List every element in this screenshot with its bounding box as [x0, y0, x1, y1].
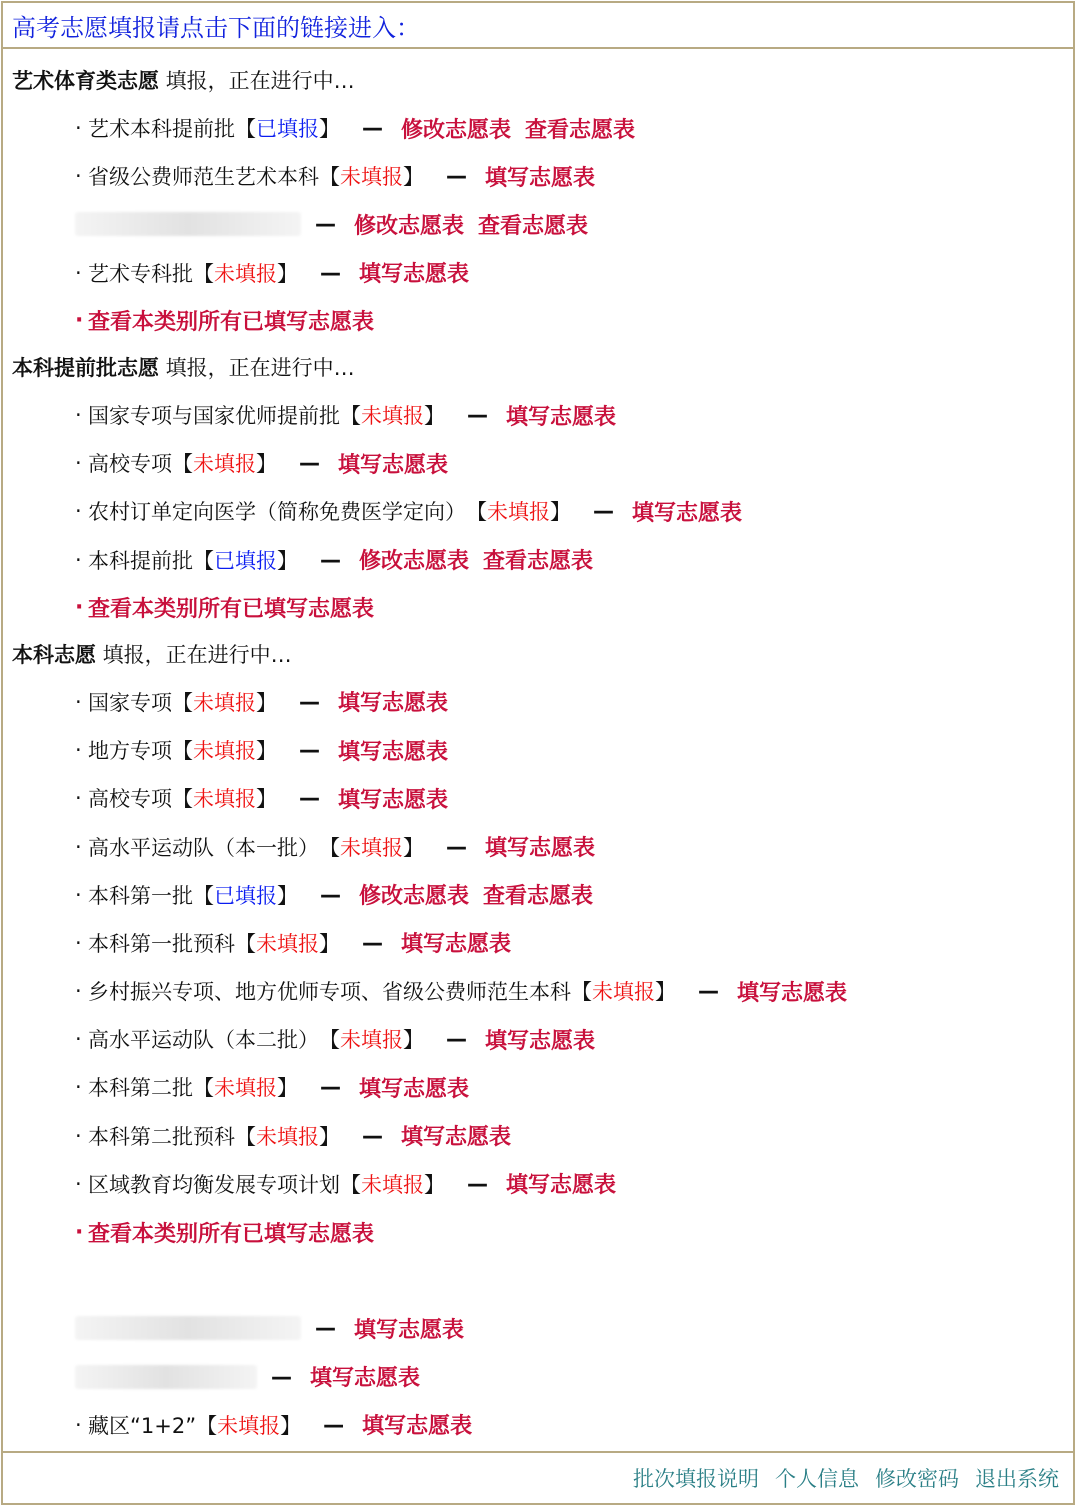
obscured-text [75, 1365, 257, 1389]
batch-instructions-link[interactable]: 批次填报说明 [633, 1467, 759, 1491]
batch-row: · 省级公费师范生艺术本科 【 未填报 】 — 填写志愿表 [3, 152, 1073, 200]
batch-name: 藏区“1+2” [88, 1413, 197, 1438]
fill-form-link[interactable]: 填写志愿表 [485, 165, 596, 191]
view-all-link-row: · 查看本类别所有已填写志愿表 [3, 297, 1073, 345]
fill-form-link[interactable]: 填写志愿表 [485, 836, 596, 862]
batch-name: 乡村振兴专项、地方优师专项、省级公费师范生本科 [88, 980, 571, 1005]
status-badge: 未填报 [256, 931, 319, 956]
fill-form-link[interactable]: 填写志愿表 [485, 1028, 596, 1054]
batch-row: · 本科提前批 【 已填报 】 — 修改志愿表 查看志愿表 [3, 536, 1073, 584]
personal-info-link[interactable]: 个人信息 [775, 1467, 859, 1491]
status-badge: 未填报 [193, 452, 256, 477]
batch-row: · 高校专项 【 未填报 】 — 填写志愿表 [3, 774, 1073, 822]
page-title: 高考志愿填报请点击下面的链接进入： [12, 13, 420, 42]
batch-name: 本科提前批 [88, 548, 193, 573]
batch-row: · 地方专项 【 未填报 】 — 填写志愿表 [3, 726, 1073, 774]
status-badge: 未填报 [340, 1028, 403, 1053]
batch-row-obscured: — 修改志愿表 查看志愿表 [3, 200, 1073, 248]
status-badge: 未填报 [340, 165, 403, 190]
batch-name: 本科第二批预科 [88, 1124, 235, 1149]
view-all-forms-link[interactable]: 查看本类别所有已填写志愿表 [88, 310, 375, 336]
batch-row: · 国家专项 【 未填报 】 — 填写志愿表 [3, 678, 1073, 726]
batch-name: 区域教育均衡发展专项计划 [88, 1172, 340, 1197]
modify-form-link[interactable]: 修改志愿表 [354, 213, 465, 239]
fill-form-link[interactable]: 填写志愿表 [310, 1366, 421, 1392]
batch-row: · 本科第二批预科 【 未填报 】 — 填写志愿表 [3, 1112, 1073, 1160]
batch-name: 农村订单定向医学（简称免费医学定向） [88, 500, 466, 525]
batch-name: 艺术本科提前批 [88, 117, 235, 142]
status-badge: 未填报 [256, 1124, 319, 1149]
batch-row: · 本科第二批 【 未填报 】 — 填写志愿表 [3, 1063, 1073, 1111]
status-badge: 已填报 [256, 117, 319, 142]
main-panel [1, 1, 1075, 1505]
view-form-link[interactable]: 查看志愿表 [478, 213, 589, 239]
batch-row: · 区域教育均衡发展专项计划 【 未填报 】 — 填写志愿表 [3, 1160, 1073, 1208]
batch-name: 高校专项 [88, 787, 172, 812]
fill-form-link[interactable]: 填写志愿表 [338, 452, 449, 478]
batch-row: · 本科第一批 【 已填报 】 — 修改志愿表 查看志愿表 [3, 871, 1073, 919]
status-badge: 未填报 [193, 739, 256, 764]
change-password-link[interactable]: 修改密码 [875, 1467, 959, 1491]
batch-row: · 农村订单定向医学（简称免费医学定向） 【 未填报 】 — 填写志愿表 [3, 487, 1073, 535]
batch-row: · 高水平运动队（本一批） 【 未填报 】 — 填写志愿表 [3, 822, 1073, 870]
batch-row: · 艺术专科批 【 未填报 】 — 填写志愿表 [3, 249, 1073, 297]
section-title-early: 本科提前批志愿 填报，正在进行中… [12, 355, 355, 380]
content-area [3, 49, 1073, 1449]
status-badge: 未填报 [214, 1076, 277, 1101]
modify-form-link[interactable]: 修改志愿表 [359, 884, 470, 910]
fill-form-link[interactable]: 填写志愿表 [737, 980, 848, 1006]
batch-row: · 高水平运动队（本二批） 【 未填报 】 — 填写志愿表 [3, 1015, 1073, 1063]
batch-name: 艺术专科批 [88, 261, 193, 286]
page-header [3, 3, 1073, 49]
batch-name: 高水平运动队（本二批） [88, 1028, 319, 1053]
status-badge: 未填报 [193, 787, 256, 812]
fill-form-link[interactable]: 填写志愿表 [359, 1076, 470, 1102]
view-all-link-row: · 查看本类别所有已填写志愿表 [3, 1208, 1073, 1256]
batch-name: 本科第二批 [88, 1076, 193, 1101]
view-all-forms-link[interactable]: 查看本类别所有已填写志愿表 [88, 1221, 375, 1247]
section-title-undergrad: 本科志愿 填报，正在进行中… [12, 642, 292, 667]
status-badge: 未填报 [361, 404, 424, 429]
batch-name: 高校专项 [88, 452, 172, 477]
fill-form-link[interactable]: 填写志愿表 [506, 404, 617, 430]
batch-name: 国家专项 [88, 690, 172, 715]
batch-name: 高水平运动队（本一批） [88, 835, 319, 860]
modify-form-link[interactable]: 修改志愿表 [359, 549, 470, 575]
batch-row: · 国家专项与国家优师提前批 【 未填报 】 — 填写志愿表 [3, 391, 1073, 439]
status-badge: 未填报 [361, 1172, 424, 1197]
status-badge: 未填报 [340, 835, 403, 860]
fill-form-link[interactable]: 填写志愿表 [632, 500, 743, 526]
status-badge: 未填报 [592, 980, 655, 1005]
batch-name: 本科第一批 [88, 883, 193, 908]
footer-nav [3, 1451, 1073, 1503]
view-form-link[interactable]: 查看志愿表 [483, 549, 594, 575]
obscured-text [75, 212, 301, 236]
batch-row: · 本科第一批预科 【 未填报 】 — 填写志愿表 [3, 919, 1073, 967]
fill-form-link[interactable]: 填写志愿表 [362, 1414, 473, 1440]
obscured-text [75, 1316, 301, 1340]
fill-form-link[interactable]: 填写志愿表 [338, 739, 449, 765]
fill-form-link[interactable]: 填写志愿表 [401, 932, 512, 958]
fill-form-link[interactable]: 填写志愿表 [401, 1125, 512, 1151]
modify-form-link[interactable]: 修改志愿表 [401, 117, 512, 143]
fill-form-link[interactable]: 填写志愿表 [359, 262, 470, 288]
batch-row: · 藏区“1+2” 【 未填报 】 — 填写志愿表 [3, 1401, 1073, 1449]
batch-name: 省级公费师范生艺术本科 [88, 165, 319, 190]
batch-name: 本科第一批预科 [88, 931, 235, 956]
status-badge: 未填报 [217, 1413, 281, 1438]
logout-link[interactable]: 退出系统 [975, 1467, 1059, 1491]
batch-row-obscured: — 填写志愿表 [3, 1353, 1073, 1401]
status-badge: 未填报 [487, 500, 550, 525]
batch-name: 国家专项与国家优师提前批 [88, 404, 340, 429]
status-badge: 已填报 [214, 548, 277, 573]
batch-row: · 艺术本科提前批 【 已填报 】 — 修改志愿表 查看志愿表 [3, 104, 1073, 152]
section-title-art: 艺术体育类志愿 填报，正在进行中… [12, 69, 355, 93]
fill-form-link[interactable]: 填写志愿表 [338, 691, 449, 717]
fill-form-link[interactable]: 填写志愿表 [338, 787, 449, 813]
obscured-blank-row [3, 1256, 1073, 1304]
fill-form-link[interactable]: 填写志愿表 [506, 1173, 617, 1199]
batch-name: 地方专项 [88, 739, 172, 764]
view-form-link[interactable]: 查看志愿表 [525, 117, 636, 143]
view-form-link[interactable]: 查看志愿表 [483, 884, 594, 910]
status-badge: 未填报 [193, 690, 256, 715]
status-badge: 未填报 [214, 261, 277, 286]
view-all-forms-link[interactable]: 查看本类别所有已填写志愿表 [88, 597, 375, 623]
batch-row: · 高校专项 【 未填报 】 — 填写志愿表 [3, 439, 1073, 487]
fill-form-link[interactable]: 填写志愿表 [354, 1317, 465, 1343]
batch-row-obscured: — 填写志愿表 [3, 1304, 1073, 1352]
view-all-link-row: · 查看本类别所有已填写志愿表 [3, 584, 1073, 632]
status-badge: 已填报 [214, 883, 277, 908]
batch-row: · 乡村振兴专项、地方优师专项、省级公费师范生本科 【 未填报 】 — 填写志愿表 [3, 967, 1073, 1015]
